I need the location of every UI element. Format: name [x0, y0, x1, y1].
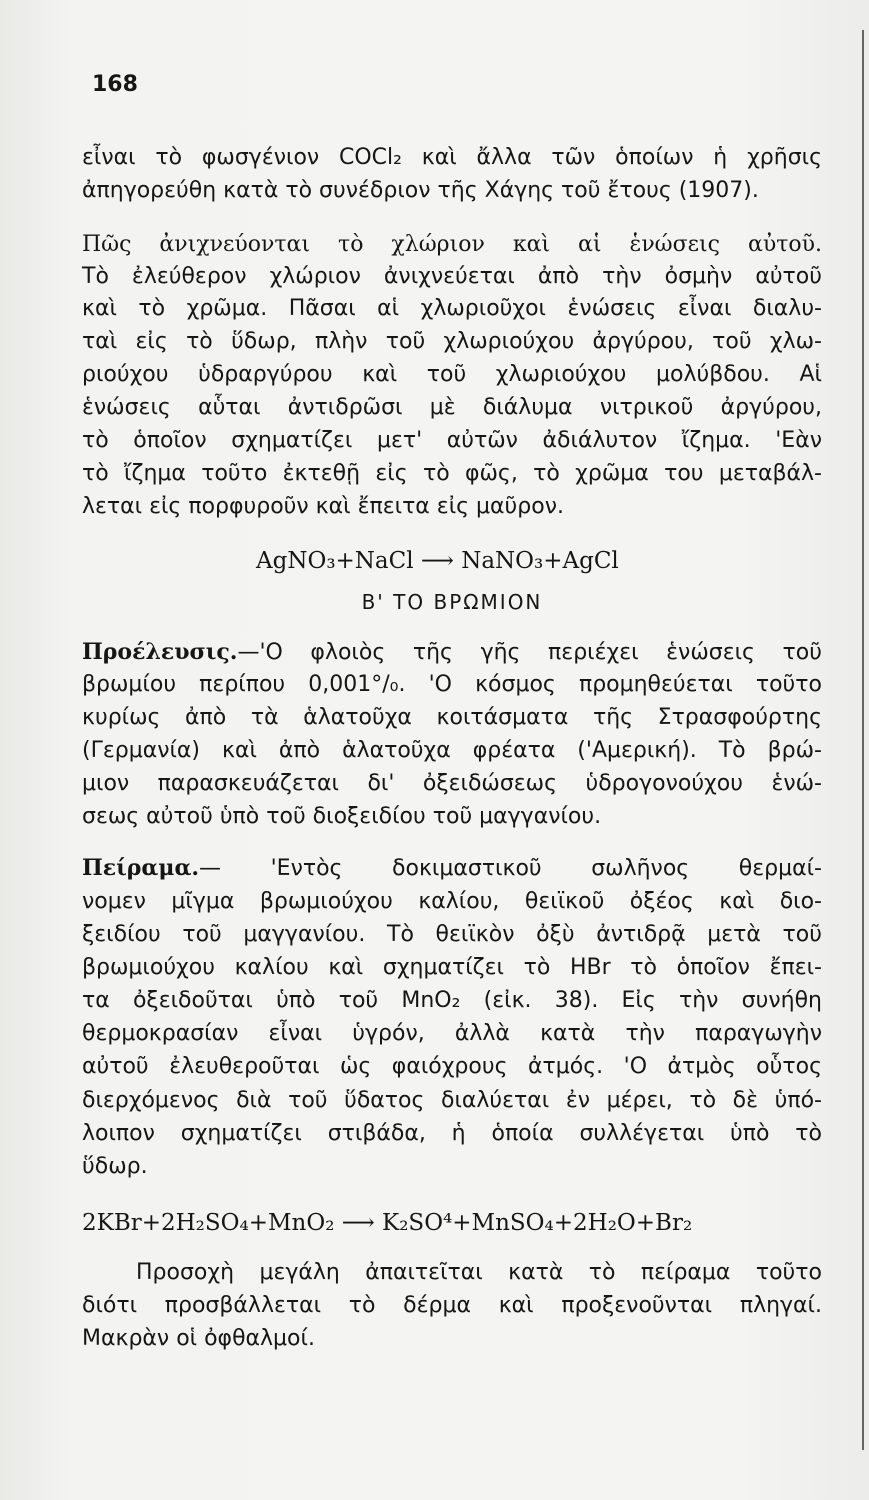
text-line: διερχόμενος διὰ τοῦ ὕδατος διαλύεται ἐν μέρει, τὸ δὲ ὑπό-: [82, 1088, 822, 1113]
section-title: Β' ΤΟ ΒΡΩΜΙΟΝ: [361, 590, 543, 614]
text-run: — 'Εντὸς δοκιμαστικοῦ σωλῆνος θερμαί-: [199, 856, 822, 881]
text-line: σεως αὐτοῦ ὑπὸ τοῦ διοξειδίου τοῦ μαγγανίου.: [82, 804, 602, 829]
paragraph-label: Προέλευσις.: [82, 639, 238, 665]
text-line: θερμοκρασίαν εἶναι ὑγρόν, ἀλλὰ κατὰ τὴν παραγωγὴν: [82, 1021, 822, 1046]
text-line: διότι προσβάλλεται τὸ δέρμα καὶ προξενοῦνται πληγαί.: [82, 1293, 822, 1318]
text-line: βρωμίου περίπου 0,001°/₀. 'Ο κόσμος προμηθεύεται τοῦτο: [82, 672, 822, 697]
text-line: κυρίως ἀπὸ τὰ ἁλατοῦχα κοιτάσματα τῆς Στρασφούρτης: [82, 705, 822, 730]
text-line: τὸ ὁποῖον σχηματίζει μετ' αὐτῶν ἀδιάλυτον ἴζημα. 'Εὰν: [82, 428, 822, 453]
text-line: (Γερμανία) καὶ ἀπὸ ἁλατοῦχα φρέατα ('Αμερική). Τὸ βρώ-: [82, 738, 822, 763]
text-line: εἶναι τὸ φωσγένιον COCl₂ καὶ ἄλλα τῶν ὁποίων ἡ χρῆσις: [82, 145, 822, 170]
text-line: ξειδίου τοῦ μαγγανίου. Τὸ θειϊκὸν ὀξὺ ἀντιδρᾷ μετὰ τοῦ: [82, 922, 822, 947]
text-line: ταὶ εἰς τὸ ὕδωρ, πλὴν τοῦ χλωριούχου ἀργύρου, τοῦ χλω-: [82, 329, 822, 354]
text-line: Τὸ ἐλεύθερον χλώριον ἀνιχνεύεται ἀπὸ τὴν ὀσμὴν αὐτοῦ: [82, 264, 822, 289]
text-line: λοιπον σχηματίζει στιβάδα, ἡ ὁποία συλλέγεται ὑπὸ τὸ: [82, 1121, 822, 1146]
page-edge-shadow: [862, 30, 864, 1450]
text-line: ὕδωρ.: [82, 1154, 148, 1179]
text-line: μιον παρασκευάζεται δι' ὀξειδώσεως ὑδρογονούχου ἑνώ-: [82, 771, 822, 796]
text-line: καὶ τὸ χρῶμα. Πᾶσαι αἱ χλωριοῦχοι ἑνώσεις εἶναι διαλυ-: [82, 296, 822, 321]
text-line: λεται εἰς πορφυροῦν καὶ ἔπειτα εἰς μαῦρον.: [82, 494, 564, 519]
paragraph-label: Πείραμα.: [82, 855, 200, 881]
text-run: —'Ο φλοιὸς τῆς γῆς περιέχει ἑνώσεις τοῦ: [237, 640, 822, 665]
text-line: νομεν μῖγμα βρωμιούχου καλίου, θειϊκοῦ ὀξέος καὶ διο-: [82, 889, 822, 914]
text-line: αὐτοῦ ἐλευθεροῦται ὡς φαιόχρους ἀτμός. 'Ο ἀτμὸς οὗτος: [82, 1054, 822, 1079]
chemical-equation: AgNO₃+NaCl ⟶ NaNO₃+AgCl: [256, 548, 619, 574]
text-line-with-label: [82, 637, 822, 668]
text-line: βρωμιούχου καλίου καὶ σχηματίζει τὸ HBr τὸ ὁποῖον ἔπει-: [82, 955, 822, 980]
text-line: τα ὀξειδοῦται ὑπὸ τοῦ MnO₂ (εἰκ. 38). Εἰς τὴν συνήθη: [82, 988, 822, 1013]
text-line: Προσοχὴ μεγάλη ἀπαιτεῖται κατὰ τὸ πείραμα τοῦτο: [136, 1260, 822, 1285]
text-line-with-label: [82, 853, 822, 884]
text-line: ἑνώσεις αὗται ἀντιδρῶσι μὲ διάλυμα νιτρικοῦ ἀργύρου,: [82, 395, 822, 420]
page-number: 168: [92, 72, 138, 97]
section-heading: Πῶς ἀνιχνεύονται τὸ χλώριον καὶ αἱ ἑνώσεις αὐτοῦ.: [82, 232, 822, 257]
text-line: τὸ ἴζημα τοῦτο ἐκτεθῇ εἰς τὸ φῶς, τὸ χρῶμα του μεταβάλ-: [82, 461, 822, 486]
chemical-equation: 2KBr+2H₂SO₄+MnO₂ ⟶ K₂SO⁴+MnSO₄+2H₂O+Br₂: [82, 1210, 693, 1236]
text-line: Μακρὰν οἱ ὀφθαλμοί.: [82, 1326, 315, 1351]
text-line: ριούχου ὑδραργύρου καὶ τοῦ χλωριούχου μολύβδου. Αἱ: [82, 362, 822, 387]
text-line: ἀπηγορεύθη κατὰ τὸ συνέδριον τῆς Χάγης τοῦ ἔτους (1907).: [82, 178, 759, 203]
